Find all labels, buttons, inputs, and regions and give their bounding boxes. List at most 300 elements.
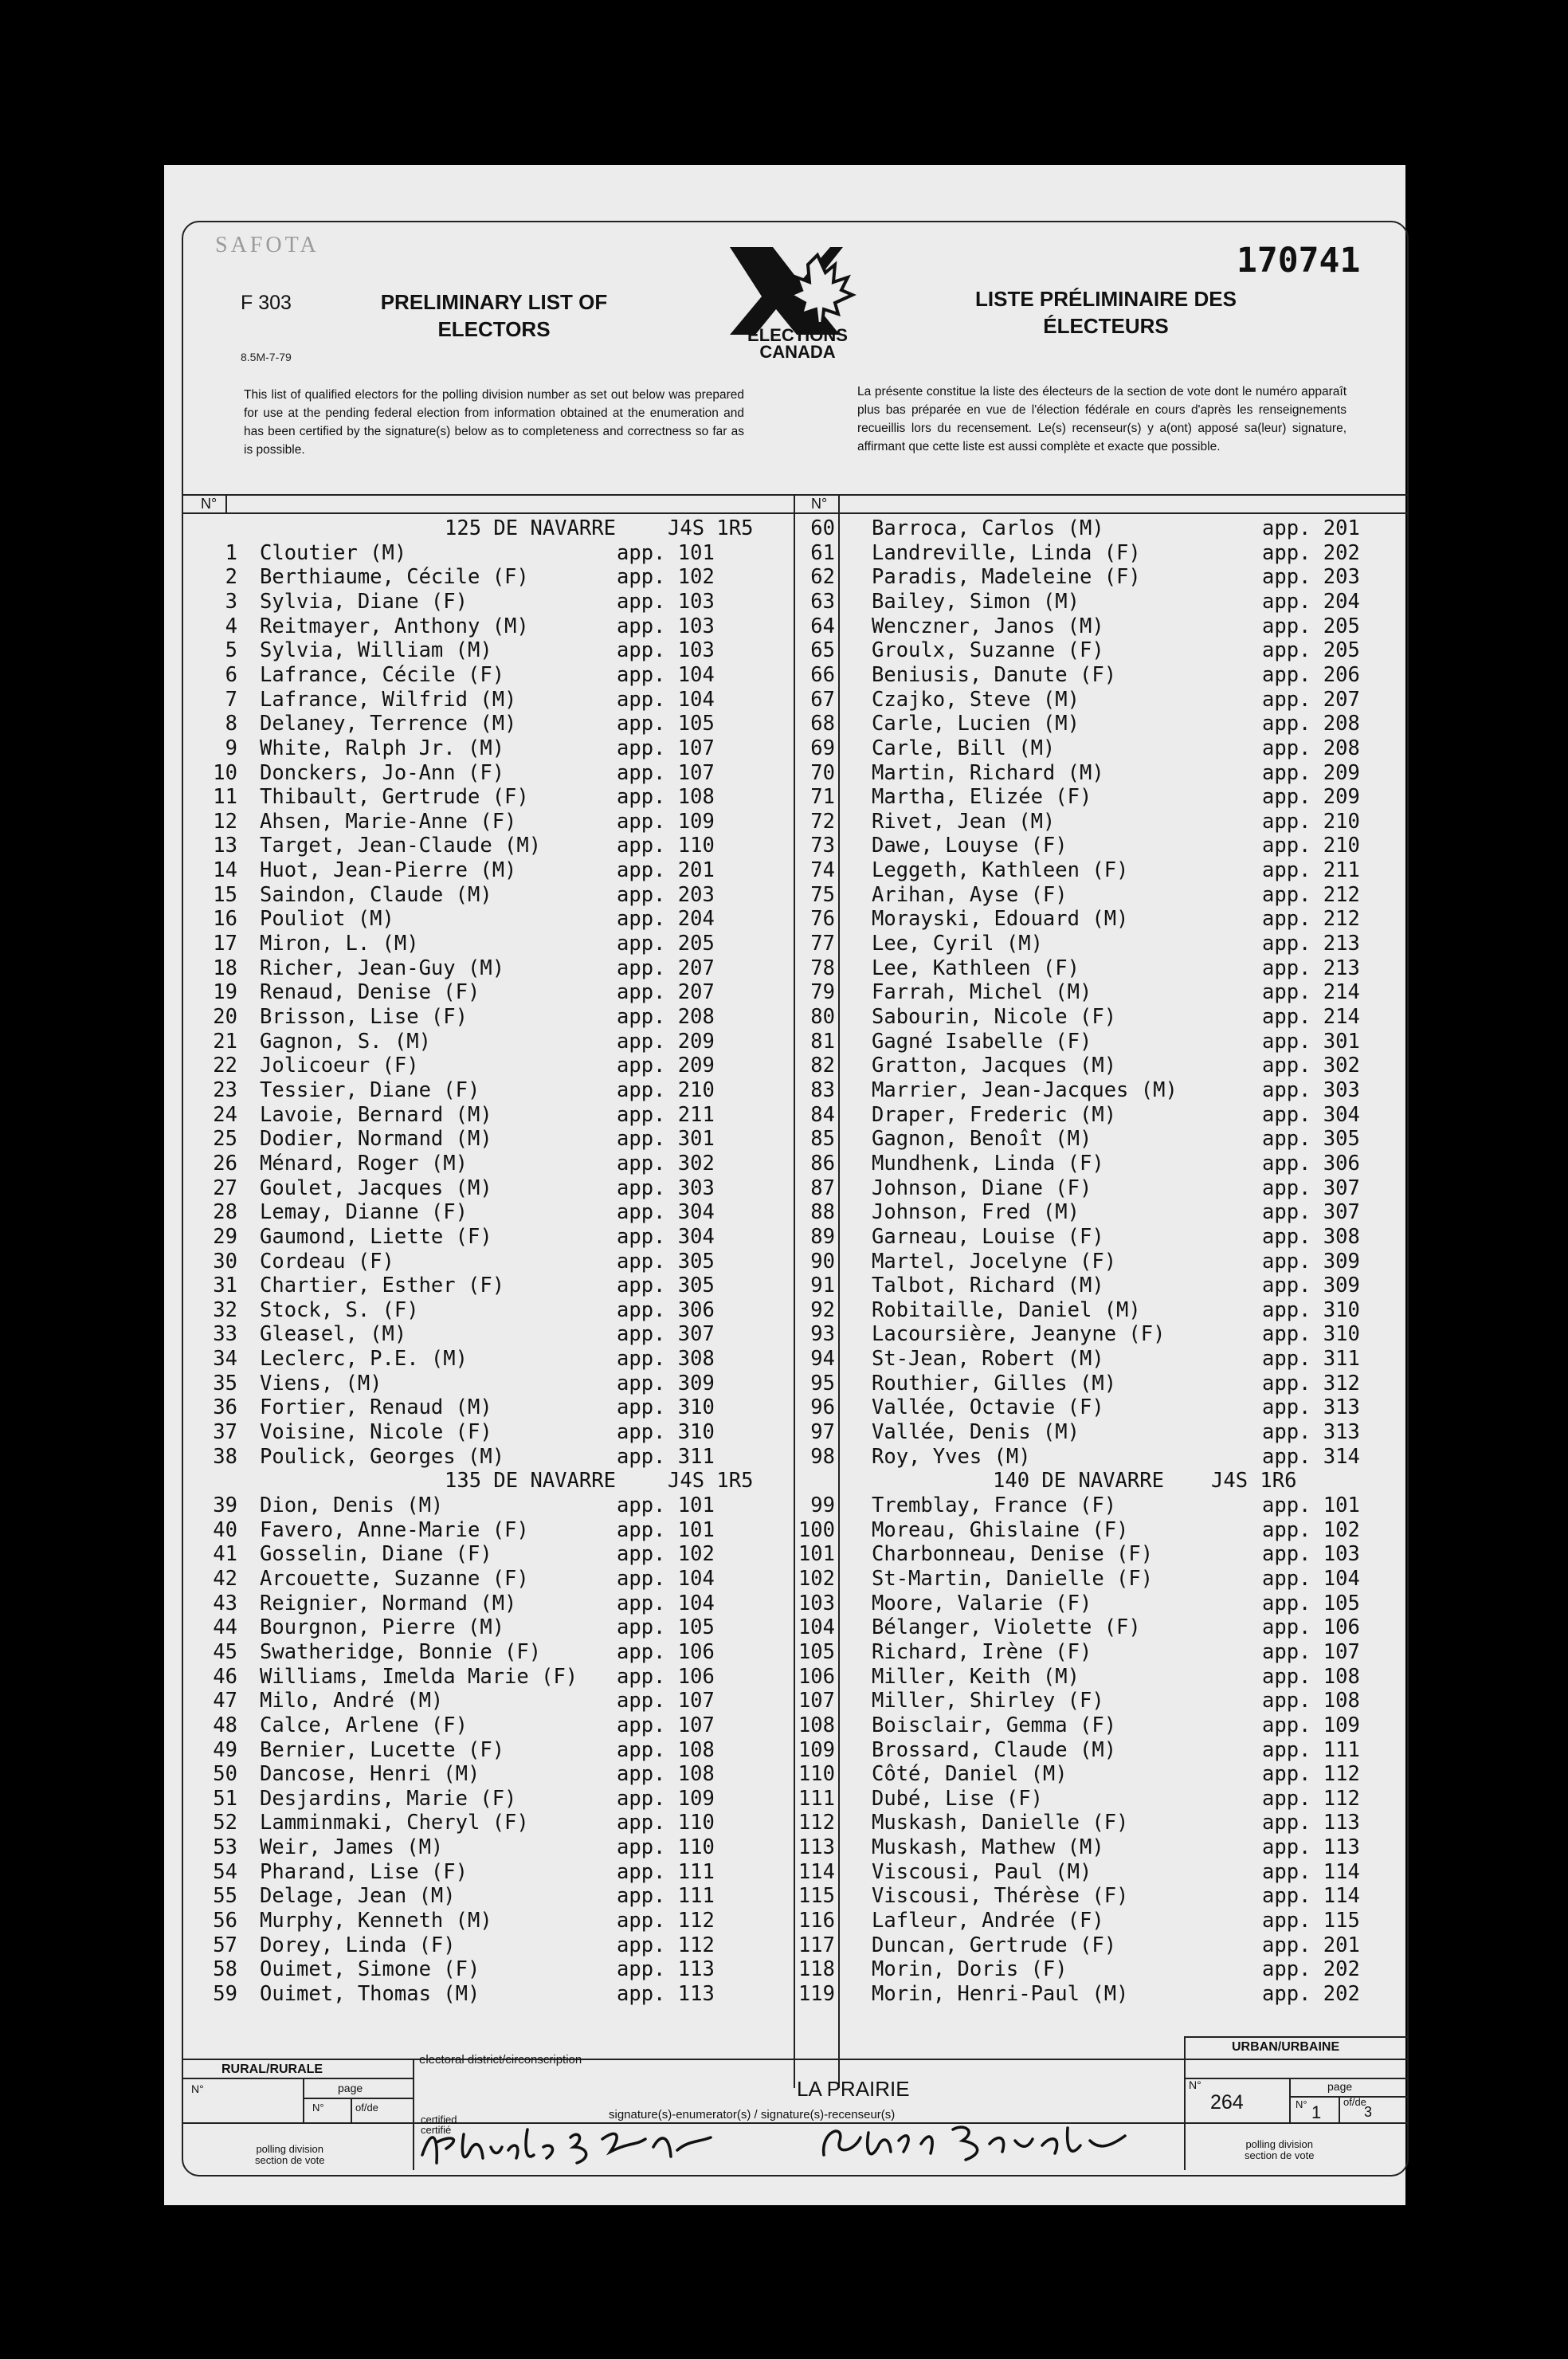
elector-apartment: app. 304: [617, 1200, 715, 1225]
footer-mid-border: [182, 2122, 1407, 2124]
elector-apartment: app. 108: [617, 1762, 715, 1787]
elector-name: St-Martin, Danielle (F): [872, 1566, 1154, 1591]
title-french-line1: LISTE PRÉLIMINAIRE DES: [975, 287, 1237, 311]
elector-apartment: app. 115: [1262, 1909, 1360, 1933]
elector-number-text: 100: [798, 1517, 835, 1542]
elector-name: Donckers, Jo-Ann (F): [260, 760, 505, 785]
postal-code-header: J4S 1R6: [1211, 1469, 1297, 1494]
elector-apartment: app. 113: [617, 1982, 715, 2006]
elector-number: [174, 1884, 237, 1909]
elector-apartment: app. 211: [617, 1102, 715, 1127]
elector-apartment: app. 208: [1262, 736, 1360, 760]
elector-name: Bélanger, Violette (F): [872, 1615, 1141, 1640]
elector-number: [174, 1494, 237, 1518]
elector-number-text: 44: [213, 1615, 237, 1640]
elector-number-text: 16: [213, 907, 237, 932]
elector-number-text: 95: [810, 1371, 835, 1395]
form-serial-number: 170741: [1237, 241, 1361, 281]
elector-number: [174, 1445, 237, 1470]
elector-number: [771, 1347, 835, 1372]
elector-name: Paradis, Madeleine (F): [872, 565, 1141, 590]
elector-apartment: app. 308: [1262, 1224, 1360, 1249]
elector-apartment: app. 114: [1262, 1859, 1360, 1884]
elector-number: [174, 1250, 237, 1274]
elector-name: Morayski, Edouard (M): [872, 907, 1129, 932]
elector-name: Jolicoeur (F): [260, 1054, 419, 1078]
elector-apartment: app. 302: [617, 1151, 715, 1176]
elector-number: [771, 1957, 835, 1982]
elector-number: [174, 1078, 237, 1103]
form-code: F 303: [241, 292, 292, 314]
elector-apartment: app. 311: [617, 1444, 715, 1469]
elector-number: [771, 1835, 835, 1860]
elector-number: [771, 1787, 835, 1811]
rural-no-label: N°: [191, 2082, 204, 2095]
elector-number: [174, 1103, 237, 1128]
elector-number-text: 65: [810, 638, 835, 663]
elector-apartment: app. 307: [1262, 1200, 1360, 1225]
elector-name: Robitaille, Daniel (M): [872, 1297, 1141, 1322]
elector-apartment: app. 114: [1262, 1884, 1360, 1909]
elector-name: Muskash, Mathew (M): [872, 1835, 1104, 1860]
elector-number: [771, 785, 835, 810]
form-print-date: 8.5M-7-79: [241, 351, 292, 363]
postal-code-header: J4S 1R5: [668, 1469, 754, 1494]
elector-name: Desjardins, Marie (F): [260, 1786, 517, 1811]
elector-number: [174, 1933, 237, 1958]
elector-number-text: 58: [213, 1957, 237, 1982]
elector-name: Johnson, Diane (F): [872, 1176, 1092, 1200]
elector-number: [771, 834, 835, 858]
elector-name: Gleasel, (M): [260, 1322, 407, 1347]
elector-apartment: app. 109: [617, 809, 715, 834]
elector-number-text: 39: [213, 1494, 237, 1517]
elector-number-text: 72: [810, 809, 835, 834]
elector-number-text: 111: [798, 1786, 835, 1811]
elector-name: Pharand, Lise (F): [260, 1859, 468, 1884]
elector-name: Renaud, Denise (F): [260, 980, 480, 1005]
rural-page-no-label: N°: [312, 2102, 324, 2114]
elector-apartment: app. 212: [1262, 882, 1360, 907]
elector-apartment: app. 313: [1262, 1420, 1360, 1445]
urban-subheader-border: [1184, 2078, 1407, 2079]
title-english: [351, 288, 637, 343]
elector-number: [174, 1005, 237, 1030]
elector-number: [771, 1005, 835, 1030]
urban-polling-division-label: polling division section de vote: [1245, 2138, 1315, 2161]
elections-canada-logo: [723, 241, 872, 360]
elector-name: Lee, Cyril (M): [872, 932, 1043, 956]
elector-name: Martel, Jocelyne (F): [872, 1249, 1117, 1274]
elector-name: Wenczner, Janos (M): [872, 614, 1104, 638]
elector-name: Dion, Denis (M): [260, 1494, 444, 1517]
elector-number-text: 54: [213, 1859, 237, 1884]
elector-apartment: app. 204: [617, 907, 715, 932]
elector-name: Carle, Lucien (M): [872, 712, 1080, 736]
elector-apartment: app. 102: [617, 1542, 715, 1567]
elector-name: Lafrance, Wilfrid (M): [260, 687, 517, 712]
elector-name: Côté, Daniel (M): [872, 1762, 1068, 1787]
elector-apartment: app. 303: [1262, 1077, 1360, 1102]
elector-name: Roy, Yves (M): [872, 1444, 1031, 1469]
elector-number-text: 61: [810, 540, 835, 565]
elector-apartment: app. 113: [1262, 1835, 1360, 1860]
elector-name: Cloutier (M): [260, 540, 407, 565]
elector-apartment: app. 304: [617, 1224, 715, 1249]
elector-number: [771, 1420, 835, 1445]
elector-number: [174, 565, 237, 590]
elector-number: [771, 663, 835, 688]
elector-number: [174, 1395, 237, 1420]
logo-text-canada: CANADA: [759, 342, 836, 360]
elector-apartment: app. 105: [1262, 1591, 1360, 1615]
elector-number: [771, 541, 835, 566]
elector-number: [771, 1322, 835, 1347]
elector-name: Delaney, Terrence (M): [260, 712, 517, 736]
elector-number-text: 113: [798, 1835, 835, 1860]
elector-number-text: 75: [810, 882, 835, 907]
elector-apartment: app. 205: [1262, 614, 1360, 638]
elector-number-text: 31: [213, 1274, 237, 1298]
elector-apartment: app. 107: [617, 1713, 715, 1737]
elector-name: Bourgnon, Pierre (M): [260, 1615, 505, 1640]
elector-name: Richard, Irène (F): [872, 1639, 1092, 1664]
elector-name: Gagné Isabelle (F): [872, 1029, 1092, 1054]
elector-name: Milo, André (M): [260, 1689, 444, 1713]
elector-apartment: app. 106: [617, 1639, 715, 1664]
elector-name: Goulet, Jacques (M): [260, 1176, 492, 1200]
elector-number-text: 37: [213, 1420, 237, 1445]
elector-number-text: 18: [213, 956, 237, 980]
faded-stamp: SAFOTA: [215, 233, 319, 257]
elector-name: Lemay, Dianne (F): [260, 1200, 468, 1225]
elector-apartment: app. 202: [1262, 1957, 1360, 1982]
elector-number: [771, 1103, 835, 1128]
left-no-label: N°: [201, 496, 218, 512]
elector-number: [771, 1445, 835, 1470]
elector-number-text: 68: [810, 712, 835, 736]
elector-number-text: 57: [213, 1933, 237, 1957]
elector-apartment: app. 307: [617, 1322, 715, 1347]
elector-apartment: app. 210: [1262, 834, 1360, 858]
elector-name: Richer, Jean-Guy (M): [260, 956, 505, 980]
elector-apartment: app. 113: [617, 1957, 715, 1982]
elector-number-text: 64: [810, 614, 835, 638]
elector-number: [174, 956, 237, 981]
elector-number: [771, 1615, 835, 1640]
elector-name: Poulick, Georges (M): [260, 1444, 505, 1469]
elector-name: Stock, S. (F): [260, 1297, 419, 1322]
elector-number: [174, 1274, 237, 1298]
elector-number-text: 88: [810, 1200, 835, 1225]
elector-number: [771, 1762, 835, 1787]
rural-polling-division-label: polling division section de vote: [255, 2143, 325, 2166]
elector-apartment: app. 208: [1262, 712, 1360, 736]
right-no-divider: [838, 494, 840, 2088]
elector-number: [174, 1200, 237, 1225]
elector-apartment: app. 311: [1262, 1347, 1360, 1372]
elector-number-text: 104: [798, 1615, 835, 1640]
rural-page-border: [303, 2098, 413, 2099]
elector-number: [771, 1274, 835, 1298]
elector-apartment: app. 102: [617, 565, 715, 590]
elector-name: Moore, Valarie (F): [872, 1591, 1092, 1615]
elector-number: [174, 1811, 237, 1835]
elector-number-text: 22: [213, 1054, 237, 1078]
elector-number: [771, 1054, 835, 1078]
elector-name: Lacoursière, Jeanyne (F): [872, 1322, 1166, 1347]
elector-number-text: 117: [798, 1933, 835, 1957]
elector-name: Saindon, Claude (M): [260, 882, 492, 907]
elector-apartment: app. 203: [1262, 565, 1360, 590]
electoral-district-label: electoral district/circonscription: [419, 2053, 582, 2067]
elector-number-text: 33: [213, 1322, 237, 1347]
elector-apartment: app. 110: [617, 1811, 715, 1835]
elector-number: [174, 1762, 237, 1787]
elector-number: [771, 956, 835, 981]
elector-number-text: 19: [213, 980, 237, 1005]
elector-apartment: app. 103: [617, 638, 715, 663]
elector-number: [174, 541, 237, 566]
elector-number-text: 62: [810, 565, 835, 590]
elector-apartment: app. 303: [617, 1176, 715, 1200]
elector-apartment: app. 201: [1262, 516, 1360, 540]
elector-apartment: app. 112: [1262, 1786, 1360, 1811]
elector-apartment: app. 105: [617, 712, 715, 736]
elector-number: [771, 736, 835, 761]
elector-apartment: app. 107: [617, 736, 715, 760]
elector-number: [174, 1665, 237, 1690]
elector-name: Czajko, Steve (M): [872, 687, 1080, 712]
elector-name: Thibault, Gertrude (F): [260, 785, 529, 810]
elector-number-text: 74: [810, 858, 835, 883]
elector-apartment: app. 101: [617, 1494, 715, 1517]
elector-name: Brossard, Claude (M): [872, 1737, 1117, 1762]
elector-number: [771, 1665, 835, 1690]
elector-number: [174, 1176, 237, 1201]
logo-text-elections: ELECTIONS: [747, 325, 848, 345]
elector-number: [174, 1298, 237, 1323]
urban-page-of-number: 3: [1364, 2104, 1373, 2120]
elector-number-text: 109: [798, 1737, 835, 1762]
elector-apartment: app. 304: [1262, 1102, 1360, 1127]
urban-page-of-label: of/de: [1343, 2096, 1366, 2108]
elector-number: [174, 614, 237, 639]
elector-number: [771, 1640, 835, 1665]
elector-number: [771, 1225, 835, 1250]
elector-number-text: 34: [213, 1347, 237, 1372]
elector-apartment: app. 113: [1262, 1811, 1360, 1835]
elector-number-text: 7: [225, 687, 237, 712]
elector-apartment: app. 308: [617, 1347, 715, 1372]
elector-apartment: app. 310: [1262, 1322, 1360, 1347]
elector-name: Dubé, Lise (F): [872, 1786, 1043, 1811]
elector-apartment: app. 309: [617, 1371, 715, 1395]
elector-apartment: app. 103: [617, 589, 715, 614]
elector-number: [174, 1152, 237, 1176]
elector-name: Charbonneau, Denise (F): [872, 1542, 1154, 1567]
elector-number: [771, 883, 835, 908]
elector-number: [174, 1030, 237, 1054]
elector-name: Viens, (M): [260, 1371, 382, 1395]
elector-apartment: app. 313: [1262, 1395, 1360, 1420]
street-address-header: 140 DE NAVARRE: [993, 1469, 1164, 1494]
elector-number-text: 8: [225, 712, 237, 736]
elector-number-text: 29: [213, 1224, 237, 1249]
elector-apartment: app. 306: [617, 1297, 715, 1322]
elector-number-text: 45: [213, 1639, 237, 1664]
elector-number: [174, 1518, 237, 1543]
rural-page-divider: [351, 2098, 352, 2122]
elector-name: Ouimet, Thomas (M): [260, 1982, 480, 2006]
elector-name: Viscousi, Paul (M): [872, 1859, 1092, 1884]
elector-number: [771, 1127, 835, 1152]
elector-number-text: 107: [798, 1689, 835, 1713]
elector-apartment: app. 108: [1262, 1689, 1360, 1713]
rural-page-label: page: [338, 2082, 363, 2094]
elector-name: White, Ralph Jr. (M): [260, 736, 505, 760]
elector-name: Lee, Kathleen (F): [872, 956, 1080, 980]
elector-number-text: 105: [798, 1639, 835, 1664]
elector-number: [771, 1298, 835, 1323]
elector-name: Vallée, Denis (M): [872, 1420, 1080, 1445]
elector-name: Leclerc, P.E. (M): [260, 1347, 468, 1372]
elector-number-text: 35: [213, 1371, 237, 1395]
elector-apartment: app. 111: [1262, 1737, 1360, 1762]
elector-name: Viscousi, Thérèse (F): [872, 1884, 1129, 1909]
elector-apartment: app. 108: [1262, 1664, 1360, 1689]
elector-number: [771, 1518, 835, 1543]
elector-number-text: 48: [213, 1713, 237, 1737]
elector-number-text: 11: [213, 785, 237, 810]
elector-number-text: 96: [810, 1395, 835, 1420]
elector-number-text: 47: [213, 1689, 237, 1713]
elector-name: Tessier, Diane (F): [260, 1077, 480, 1102]
elector-apartment: app. 103: [617, 614, 715, 638]
elector-number-text: 98: [810, 1444, 835, 1469]
elector-name: Lafleur, Andrée (F): [872, 1909, 1104, 1933]
elector-number: [174, 1322, 237, 1347]
elector-apartment: app. 111: [617, 1859, 715, 1884]
elector-name: Brisson, Lise (F): [260, 1005, 468, 1029]
elector-number: [771, 1811, 835, 1835]
elector-name: Rivet, Jean (M): [872, 809, 1056, 834]
elector-number-text: 81: [810, 1029, 835, 1054]
elector-number: [174, 1713, 237, 1738]
elector-name: Dawe, Louyse (F): [872, 834, 1068, 858]
elector-apartment: app. 107: [617, 760, 715, 785]
elector-number: [174, 883, 237, 908]
elector-apartment: app. 202: [1262, 1982, 1360, 2006]
elector-number: [771, 1592, 835, 1616]
elector-number: [174, 1615, 237, 1640]
elector-number-text: 27: [213, 1176, 237, 1200]
elector-number: [174, 1738, 237, 1763]
elector-number: [174, 761, 237, 786]
elector-name: Beniusis, Danute (F): [872, 662, 1117, 687]
elector-number: [771, 1152, 835, 1176]
elector-name: Miron, L. (M): [260, 932, 419, 956]
elector-apartment: app. 301: [1262, 1029, 1360, 1054]
elector-number-text: 10: [213, 760, 237, 785]
elector-name: Morin, Henri-Paul (M): [872, 1982, 1129, 2006]
elector-apartment: app. 205: [617, 932, 715, 956]
elector-number: [174, 1372, 237, 1396]
elector-number: [174, 1860, 237, 1885]
elector-number: [174, 1225, 237, 1250]
elector-name: St-Jean, Robert (M): [872, 1347, 1104, 1372]
elector-name: Williams, Imelda Marie (F): [260, 1664, 578, 1689]
elector-name: Landreville, Linda (F): [872, 540, 1141, 565]
elector-number: [771, 1713, 835, 1738]
elector-apartment: app. 203: [617, 882, 715, 907]
street-address-header: 135 DE NAVARRE: [445, 1469, 616, 1494]
elector-apartment: app. 112: [1262, 1762, 1360, 1787]
elector-number: [174, 1592, 237, 1616]
elector-apartment: app. 112: [617, 1933, 715, 1957]
elector-number: [174, 712, 237, 736]
title-french: [931, 285, 1281, 340]
elector-apartment: app. 208: [617, 1005, 715, 1029]
elector-number: [174, 1420, 237, 1445]
elector-apartment: app. 106: [617, 1664, 715, 1689]
elector-apartment: app. 106: [1262, 1615, 1360, 1640]
elector-name: Bailey, Simon (M): [872, 589, 1080, 614]
elector-name: Arcouette, Suzanne (F): [260, 1566, 529, 1591]
elector-number: [771, 590, 835, 614]
elector-name: Vallée, Octavie (F): [872, 1395, 1104, 1420]
elector-number: [771, 1030, 835, 1054]
elector-apartment: app. 214: [1262, 1005, 1360, 1029]
elector-apartment: app. 201: [1262, 1933, 1360, 1957]
elector-number-text: 115: [798, 1884, 835, 1909]
elector-number-text: 1: [225, 540, 237, 565]
street-address-header: 125 DE NAVARRE: [445, 516, 616, 540]
elector-apartment: app. 112: [617, 1909, 715, 1933]
urban-label: URBAN/URBAINE: [1232, 2040, 1340, 2054]
elector-name: Voisine, Nicole (F): [260, 1420, 492, 1445]
right-no-label: N°: [811, 496, 828, 512]
elector-number-text: 46: [213, 1664, 237, 1689]
elector-apartment: app. 204: [1262, 589, 1360, 614]
elector-number-text: 103: [798, 1591, 835, 1615]
urban-header-border: [1184, 2036, 1407, 2038]
elector-name: Target, Jean-Claude (M): [260, 834, 542, 858]
elector-number: [174, 663, 237, 688]
elector-number: [771, 1909, 835, 1933]
elector-name: Barroca, Carlos (M): [872, 516, 1104, 540]
elector-name: Gosselin, Diane (F): [260, 1542, 492, 1567]
elector-name: Muskash, Danielle (F): [872, 1811, 1129, 1835]
elector-name: Routhier, Gilles (M): [872, 1371, 1117, 1395]
elector-number: [771, 1200, 835, 1225]
elector-apartment: app. 209: [1262, 785, 1360, 810]
elector-apartment: app. 101: [617, 540, 715, 565]
elector-number-text: 89: [810, 1224, 835, 1249]
elector-name: Moreau, Ghislaine (F): [872, 1517, 1129, 1542]
elector-apartment: app. 102: [1262, 1517, 1360, 1542]
elector-name: Garneau, Louise (F): [872, 1224, 1104, 1249]
elector-apartment: app. 107: [1262, 1639, 1360, 1664]
elector-number-text: 76: [810, 907, 835, 932]
elector-apartment: app. 108: [617, 1737, 715, 1762]
elector-number-text: 40: [213, 1517, 237, 1542]
urban-page-divider: [1339, 2096, 1340, 2122]
elector-apartment: app. 111: [617, 1884, 715, 1909]
urban-block-divider: [1184, 2036, 1186, 2170]
elector-name: Huot, Jean-Pierre (M): [260, 858, 517, 883]
elector-apartment: app. 301: [617, 1127, 715, 1152]
